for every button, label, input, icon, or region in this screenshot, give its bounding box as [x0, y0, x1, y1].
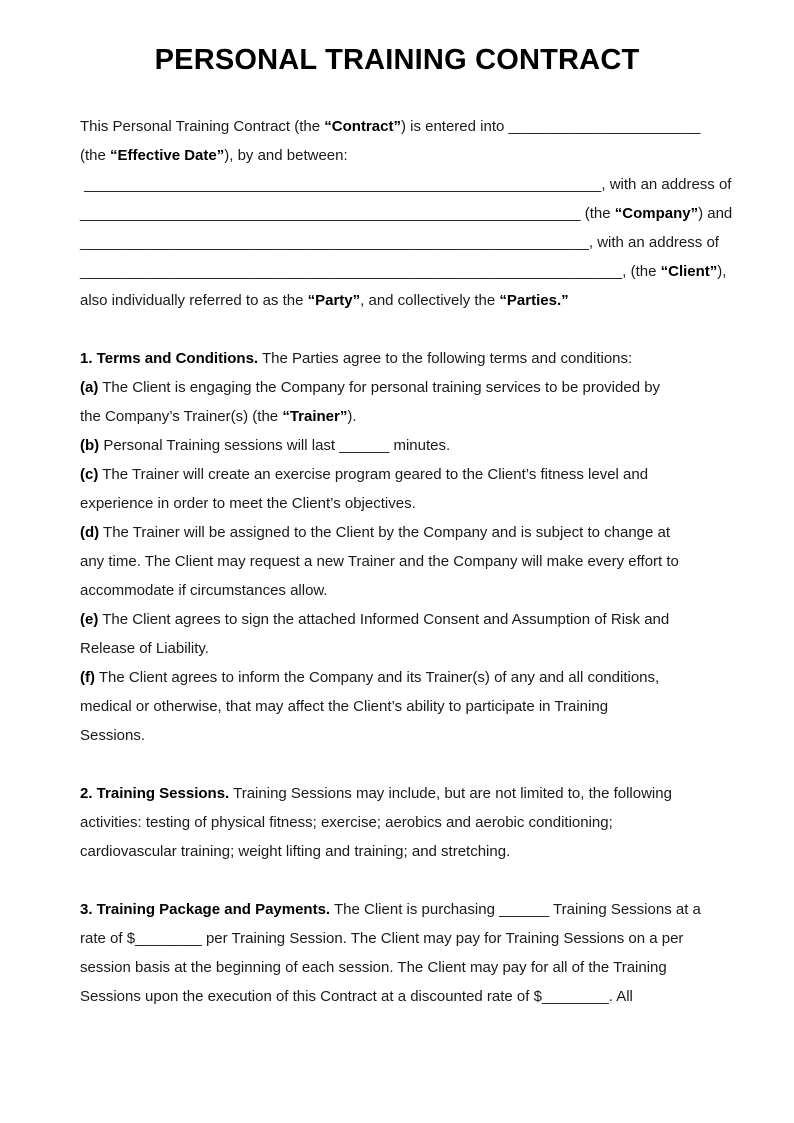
text-segment: The Client is purchasing ______ Training Sessions at a — [330, 901, 701, 918]
text-line — [80, 373, 720, 402]
text-line — [80, 402, 720, 431]
text-line — [80, 199, 733, 228]
blank-line — [80, 866, 720, 895]
text-segment: _________________________________________________________________, (the — [80, 263, 661, 280]
text-line — [80, 692, 720, 721]
text-segment: the Company’s Trainer(s) (the — [80, 408, 283, 425]
text-segment: ), — [717, 263, 727, 280]
text-line — [80, 576, 720, 605]
text-line — [80, 779, 720, 808]
text-line — [80, 837, 720, 866]
text-line — [80, 721, 720, 750]
bold-text: “Parties.” — [499, 292, 569, 309]
text-line — [80, 518, 720, 547]
text-segment: ____________________________________________________________ (the — [80, 205, 615, 222]
text-line — [80, 634, 720, 663]
text-segment: The Parties agree to the following terms and conditions: — [258, 350, 633, 367]
text-segment: session basis at the beginning of each session. The Client may pay for all of the Training — [80, 959, 667, 976]
text-line — [80, 228, 720, 257]
text-segment: The Client agrees to sign the attached Informed Consent and Assumption of Risk and — [98, 611, 670, 628]
text-segment: ), by and between: — [224, 147, 348, 164]
text-line — [80, 170, 732, 199]
text-segment: (the — [80, 147, 111, 164]
bold-text: (f) — [80, 669, 95, 686]
text-segment: any time. The Client may request a new Trainer and the Company will make every effort to — [80, 553, 679, 570]
text-segment: , and collectively the — [360, 292, 500, 309]
text-segment: The Client agrees to inform the Company and its Trainer(s) of any and all conditions, — [95, 669, 660, 686]
text-segment: Sessions upon the execution of this Contract at a discounted rate of $________. All — [80, 988, 633, 1005]
text-segment: Training Sessions may include, but are not limited to, the following — [229, 785, 672, 802]
text-segment: The Trainer will be assigned to the Client by the Company and is subject to change at — [99, 524, 671, 541]
bold-text: (a) — [80, 379, 99, 396]
text-segment: Release of Liability. — [80, 640, 209, 657]
text-segment: _____________________________________________________________, with an address of — [80, 234, 719, 251]
text-line — [80, 344, 720, 373]
bold-text: (e) — [80, 611, 99, 628]
bold-text: (b) — [80, 437, 100, 454]
text-segment: ______________________________________________________________, with an address of — [80, 176, 732, 193]
text-line — [80, 489, 720, 518]
bold-text: 3. Training Package and Payments. — [80, 901, 331, 918]
bold-text: (d) — [80, 524, 100, 541]
bold-text: (c) — [80, 466, 99, 483]
text-segment: Personal Training sessions will last ______ minutes. — [99, 437, 451, 454]
blank-line — [80, 750, 720, 779]
document-title: PERSONAL TRAINING CONTRACT — [154, 44, 640, 76]
text-line — [80, 286, 720, 315]
text-segment: The Trainer will create an exercise program geared to the Client’s fitness level and — [98, 466, 649, 483]
text-line — [80, 808, 720, 837]
text-line — [80, 953, 720, 982]
text-segment: rate of $________ per Training Session. The Client may pay for Training Sessions on a per — [80, 930, 684, 947]
text-segment: The Client is engaging the Company for personal training services to be provided by — [98, 379, 661, 396]
text-line — [80, 547, 720, 576]
bold-text: 1. Terms and Conditions. — [80, 350, 259, 367]
text-line — [80, 605, 720, 634]
text-line — [80, 663, 720, 692]
text-segment: also individually referred to as the — [80, 292, 308, 309]
text-line — [80, 982, 720, 1011]
text-segment: activities: testing of physical fitness; exercise; aerobics and aerobic conditioning; — [80, 814, 613, 831]
text-segment: cardiovascular training; weight lifting and training; and stretching. — [80, 843, 511, 860]
text-segment: ) is entered into _______________________ — [400, 118, 701, 135]
text-line — [80, 141, 720, 170]
bold-text: “Company” — [614, 205, 699, 222]
bold-text: “Party” — [307, 292, 361, 309]
bold-text: “Effective Date” — [110, 147, 225, 164]
text-segment: accommodate if circumstances allow. — [80, 582, 328, 599]
text-segment: ). — [347, 408, 357, 425]
text-segment: This Personal Training Contract (the — [80, 118, 325, 135]
bold-text: “Trainer” — [282, 408, 348, 425]
blank-line — [80, 315, 720, 344]
text-line — [80, 924, 720, 953]
text-segment: ) and — [698, 205, 733, 222]
text-segment: experience in order to meet the Client’s objectives. — [80, 495, 416, 512]
bold-text: “Client” — [660, 263, 718, 280]
text-segment: Sessions. — [80, 727, 146, 744]
text-segment: medical or otherwise, that may affect the Client’s ability to participate in Training — [80, 698, 609, 715]
bold-text: “Contract” — [324, 118, 401, 135]
text-line — [80, 257, 727, 286]
text-line — [80, 431, 720, 460]
text-line — [80, 460, 720, 489]
bold-text: 2. Training Sessions. — [80, 785, 230, 802]
text-line — [80, 112, 720, 141]
contract-body — [80, 112, 733, 1011]
text-line — [80, 895, 720, 924]
